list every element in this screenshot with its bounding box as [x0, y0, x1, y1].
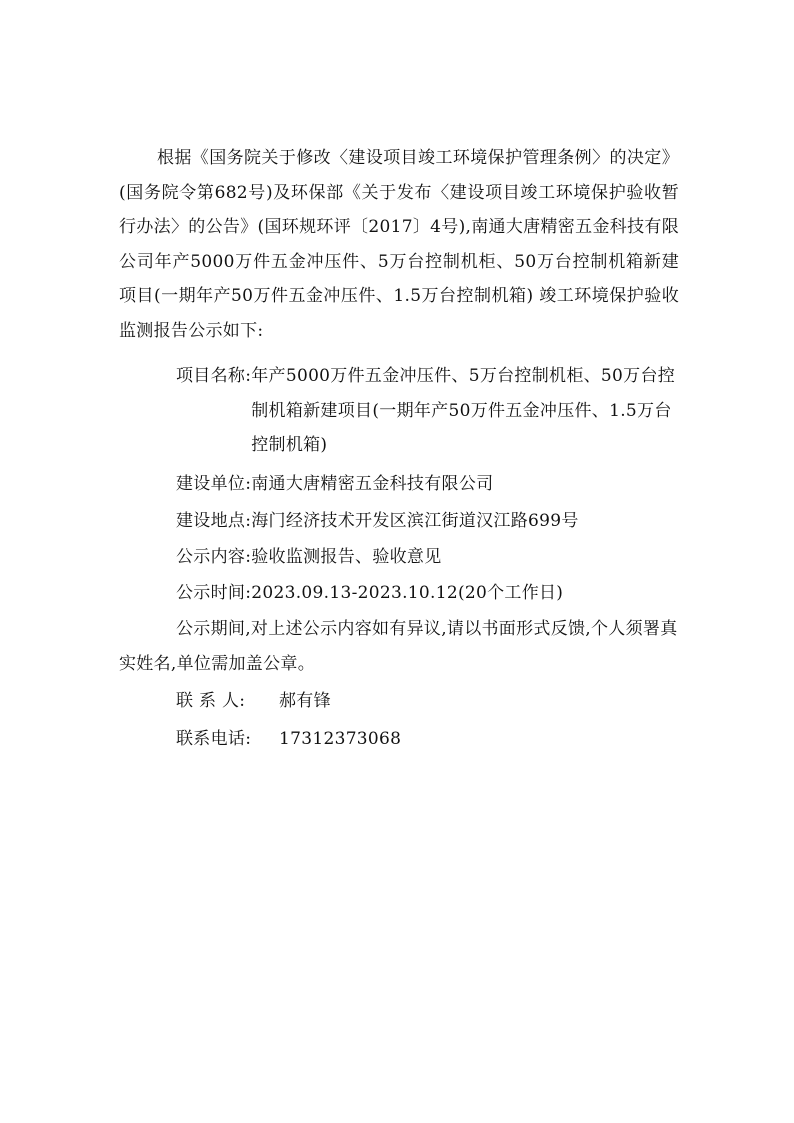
contact-phone-label: 联系电话: [176, 729, 252, 749]
notice-paragraph: 公示期间,对上述公示内容如有异议,请以书面形式反馈,个人须署真实姓名,单位需加盖公章。 [119, 619, 678, 674]
content-value: 验收监测报告、验收意见 [251, 547, 442, 567]
location-field [176, 504, 676, 539]
contact-person-label: 联 系 人: [176, 691, 246, 711]
builder-field [176, 467, 676, 502]
contact-person-value: 郝有锋 [279, 691, 331, 711]
contact-person-field [176, 684, 676, 719]
period-value: 2023.09.13-2023.10.12(20个工作日) [251, 583, 564, 603]
contact-phone-field [176, 722, 676, 757]
location-value: 海门经济技术开发区滨江街道汉江路699号 [251, 511, 579, 531]
builder-label: 建设单位: [176, 474, 252, 494]
period-field [176, 576, 676, 611]
location-label: 建设地点: [176, 511, 252, 531]
intro-paragraph: 根据《国务院关于修改〈建设项目竣工环境保护管理条例〉的决定》(国务院令第682号)及环保部《关于发布〈建设项目竣工环境保护验收暂行办法〉的公告》(国环规环评〔2017〕4号),南通大唐精密五金科技有限公司年产5000万件五金冲压件、5万台控制机柜、50万台控制机箱新建项目(一期年产50万件五金冲压件、1.5万台控制机箱) 竣工环境保护验收监测报告公示如下: [119, 148, 679, 341]
content-field [176, 540, 676, 575]
period-label: 公示时间: [176, 583, 252, 603]
builder-value: 南通大唐精密五金科技有限公司 [251, 474, 494, 494]
project-name-field [176, 359, 676, 463]
contact-phone-value: 17312373068 [279, 729, 402, 749]
project-name-label: 项目名称: [176, 366, 252, 386]
content-label: 公示内容: [176, 547, 252, 567]
project-name-value: 年产5000万件五金冲压件、5万台控制机柜、50万台控制机箱新建项目(一期年产50万件五金冲压件、1.5万台控制机箱) [251, 366, 676, 455]
